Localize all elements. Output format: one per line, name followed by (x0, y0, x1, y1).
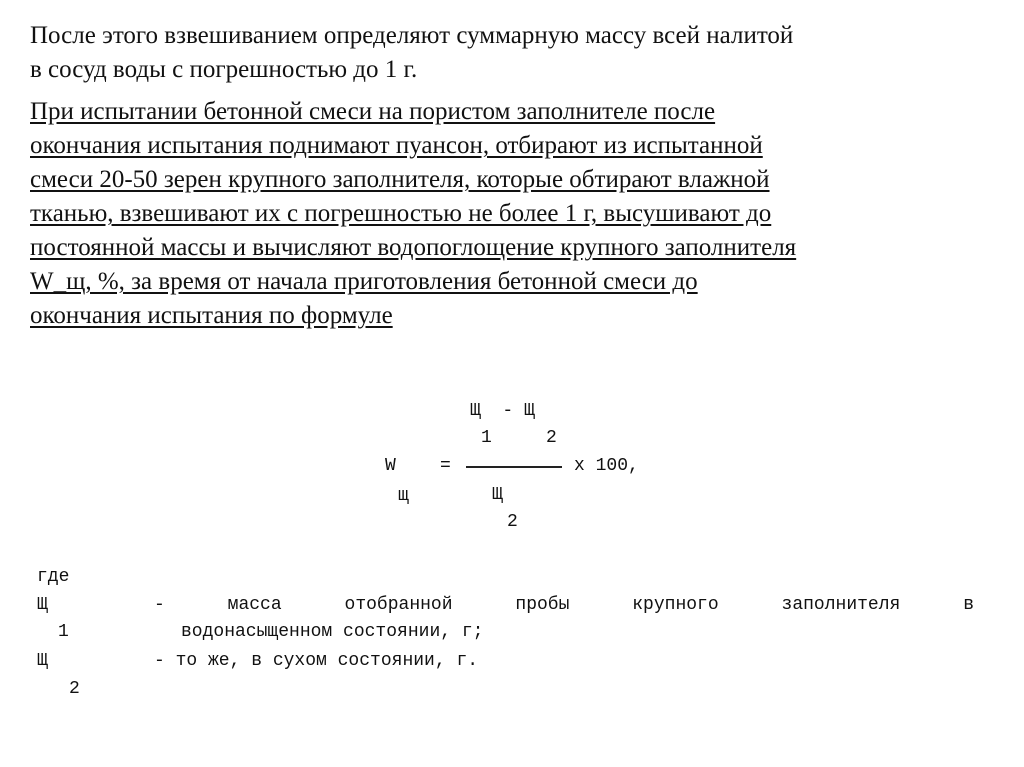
text-line: смеси 20-50 зерен крупного заполнителя, которые обтирают влажной (30, 166, 770, 193)
paragraph-intro (30, 19, 1000, 87)
legend-item-1-description-line-2: водонасыщенном состоянии, г; (181, 622, 484, 642)
legend-dash: - (154, 595, 165, 615)
legend-word: пробы (515, 595, 570, 615)
formula-equals: = (440, 456, 451, 476)
legend-item-1-symbol: Щ (37, 595, 48, 615)
legend-word: отобранной (344, 595, 453, 615)
text-line: W_щ, %, за время от начала приготовления бетонной смеси до (30, 268, 698, 295)
legend-item-1-subscript: 1 (58, 622, 69, 642)
text-line: окончания испытания по формуле (30, 302, 393, 329)
legend-item-1-description (154, 594, 974, 616)
legend-word: масса (227, 595, 282, 615)
legend-item-2-symbol: Щ (37, 651, 48, 671)
formula-lhs: W (385, 456, 396, 476)
legend-word: заполнителя (781, 595, 901, 615)
legend-item-2-description: - то же, в сухом состоянии, г. (154, 651, 479, 671)
legend-where-label: где (37, 567, 70, 587)
text-line: При испытании бетонной смеси на пористом заполнителе после (30, 98, 716, 125)
legend-word: крупного (632, 595, 719, 615)
paragraph-procedure (30, 95, 1000, 333)
legend-word: в (963, 595, 974, 615)
formula-numerator-subscript-2: 2 (546, 428, 557, 448)
text-line: После этого взвешиванием определяют суммарную массу всей налитой (30, 22, 794, 49)
formula-denominator-subscript: 2 (507, 512, 518, 532)
text-line: постоянной массы и вычисляют водопоглощение крупного заполнителя (30, 234, 797, 261)
formula-denominator: Щ (492, 485, 503, 505)
legend-item-2-subscript: 2 (69, 679, 80, 699)
text-line: в сосуд воды с погрешностью до 1 г. (30, 56, 418, 83)
fraction-bar (466, 466, 562, 468)
formula-lhs-subscript: щ (398, 486, 409, 506)
text-line: тканью, взвешивают их с погрешностью не более 1 г, высушивают до (30, 200, 772, 227)
text-line: окончания испытания поднимают пуансон, отбирают из испытанной (30, 132, 763, 159)
formula-numerator: Щ - Щ (470, 401, 535, 421)
formula-multiplier: x 100, (574, 456, 639, 476)
formula-numerator-subscript-1: 1 (481, 428, 492, 448)
